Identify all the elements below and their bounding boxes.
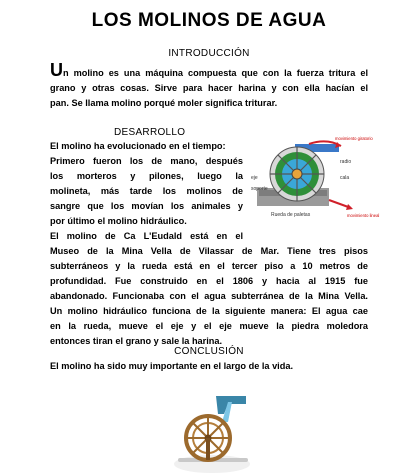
wheel-axle — [292, 169, 302, 179]
desarrollo-wrap-line: El molino de Ca L'Eudald está en el — [50, 231, 243, 241]
page-title: LOS MOLINOS DE AGUA — [91, 10, 327, 31]
label-radio: radio — [340, 159, 352, 165]
label-eje: eje — [251, 175, 258, 181]
water-wheel-illustration — [172, 392, 258, 476]
conclusion-heading: CONCLUSIÓN — [174, 346, 244, 357]
desarrollo-line: subterráneos y la rueda está en el tercer piso a 10 metros de — [50, 261, 368, 271]
intro-heading: INTRODUCCIÓN — [168, 48, 250, 59]
intro-paragraph — [50, 60, 368, 111]
desarrollo-line: profundidad. Fue construido en el 1806 y hacia al 1915 fue — [50, 276, 368, 286]
intro-line-1: Un molino es una máquina compuesta que con la fuerza tritura el — [50, 60, 368, 80]
desarrollo-heading: DESARROLLO — [114, 127, 186, 138]
label-soporte: soporte — [251, 186, 268, 192]
desarrollo-line: abandonado. Funcionaba con el agua subterránea de la Mina Vella. — [50, 291, 368, 301]
desarrollo-line: Un molino hidráulico funciona de la siguiente manera: El agua cae — [50, 306, 368, 316]
intro-line-2: grano y otras cosas. Sirve para hacer harina y con ella hacían el — [50, 83, 368, 93]
desarrollo-line: en la rueda, mueve el eje y el eje mueve la piedra moledora — [50, 321, 368, 331]
desarrollo-wrap-line: Primero fueron los de mano, después — [50, 156, 243, 166]
desarrollo-line: entonces tiran el grano y sale la harina. — [50, 336, 223, 346]
intro-line-3: pan. Se llama molino porqué moler significa triturar. — [50, 98, 278, 108]
label-right: movimiento lineal — [347, 213, 380, 218]
desarrollo-wrap-line: molineta, más tarde los molinos de — [50, 186, 243, 196]
label-bottom: Rueda de paletas — [271, 212, 311, 218]
dropcap: U — [50, 60, 63, 80]
desarrollo-wrap-line: El molino ha evolucionado en el tiempo: — [50, 141, 226, 151]
desarrollo-wrap-line: sangre que los movían los animales y — [50, 201, 243, 211]
desarrollo-full-paragraph — [50, 244, 368, 349]
desarrollo-wrap-line: por último el molino hidráulico. — [50, 216, 187, 226]
water-wheel-diagram — [247, 134, 380, 222]
conclusion-text: El molino ha sido muy importante en el largo de la vida. — [50, 361, 294, 371]
desarrollo-line: Museo de la Mina Vella de Vilassar de Mar. Tiene tres pisos — [50, 246, 368, 256]
desarrollo-wrap-line: los morteros y pilones, luego la — [50, 171, 243, 181]
desarrollo-wrap-paragraph — [50, 139, 243, 244]
label-cala: cala — [340, 175, 350, 181]
label-top: movimiento giratorio — [335, 136, 373, 141]
